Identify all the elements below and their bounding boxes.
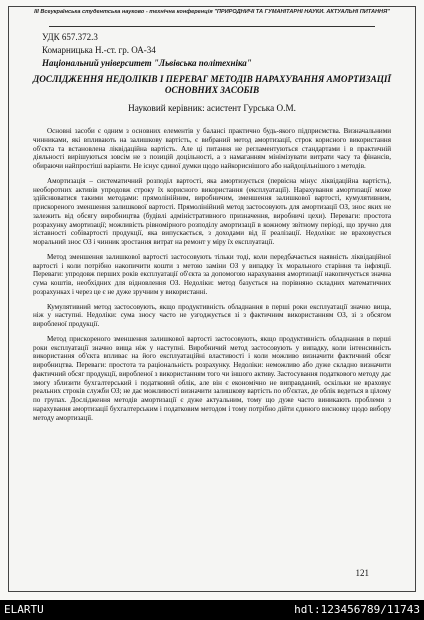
udc-code: УДК 657.372.3 xyxy=(42,32,98,42)
supervisor-line: Науковий керівник: асистент Гурська О.М. xyxy=(128,103,296,113)
repository-footer xyxy=(0,600,424,620)
institution-line: Національний університет "Львівська політехніка" xyxy=(42,58,252,68)
author-line: Комарницька Н.-ст. гр. ОА-34 xyxy=(42,45,156,55)
repository-name: ELARTU xyxy=(4,603,44,616)
page-number: 121 xyxy=(355,568,369,578)
page-frame xyxy=(8,6,416,592)
conference-header: III Всеукраїнська студентська науково - технічна конференція "ПРИРОДНИЧІ ТА ГУМАНІТАРНІ НАУКИ. АКТУАЛЬНІ ПИТАННЯ" xyxy=(34,9,390,15)
body-paragraph: Метод прискореного зменшення залишкової вартості застосовують, якщо продуктивність обладнання в перші роки експлуатації значно вища ніж у наступні. Виробничий метод застосовують у випадку, коли інтенсивність використання об'єкта впливає на його експлуатаційні властивості і коли можливо визначити фактичний обсяг виробництва. Переваги: простота та раціональність розрахунку. Недоліки: неможливо або дуже складно визначити фактичний обсяг продукції, виробленої з використанням того чи іншого активу. Застосування податкового методу дає змогу зблизити бухгалтерський і податковий облік, але він є економічно не виправданий, оскільки не враховує реальних строків служби ОЗ; не дає можливості визначити залишкову вартість по об'єктах, де облік ведеться в цілому по групах. Дослідження методів амортизації є дуже актуальним, тому що дуже часто виникають проблеми з нарахування амортизації бухгалтерським і податковим методом і тому потрібно дійти єдиного висновку щодо вибору методу амортизації. xyxy=(33,334,391,422)
body-paragraph: Основні засоби є одним з основних елементів у балансі практично будь-якого підприємства. Визначальними чинниками, які впливають на залишкову вартість, є вибраний метод амортизації, строк корисного використання об'єкта та встановлена ліквідаційна вартість. Але ці питання не регламентуються стандартами і в практичній діяльності вирішуються зовсім не з позицій доцільності, а з намаганням мінімізувати витрати часу та фінансів, обираючи найпростіші варіанти. Не існує єдиної думки щодо найкориснішого або найдоцільнішого з методів. xyxy=(33,127,391,170)
body-paragraph: Амортизація – систематичний розподіл вартості, яка амортизується (первісна мінус ліквідаційна вартість), необоротних активів упродовж строку їх корисного використання (експлуатації). Нарахування амортизації може здійснюватися такими методами: прямолінійним, виробничим, зменшення залишкової вартості, кумулятивним, прискореного зменшення залишкової вартості. Прямолінійний метод застосовують для амортизації ОЗ, знос яких не залежить від обсягу виробництва (будівлі адміністративного призначення, виробничі цехи). Переваги: простота розрахунку амортизації; можливість рівномірного розподілу амортизації в кожному звітному періоді, що зручно для зіставності собівартості продукції, яка випускається, з доходами від її реалізації. Недоліки: не враховується моральний знос ОЗ і чинник зростання витрат на ремонт у міру їх експлуатації. xyxy=(33,176,391,246)
body-paragraph: Метод зменшення залишкової вартості застосовують тільки тоді, коли передбачається наявність ліквідаційної вартості і коли потрібно накопичити кошти з метою заміни ОЗ у випадку їх морального старіння та інфляції. Переваги: упродовж перших років експлуатації об'єкта за допомогою нарахування амортизації накопичується значна сума коштів, необхідних для відновлення ОЗ. Недоліки: метод базується на порівняно складних математичних розрахунках і через це є не дуже зручним у використанні. xyxy=(33,252,391,296)
article-body xyxy=(33,127,391,428)
handle-identifier: hdl:123456789/11743 xyxy=(294,603,420,616)
body-paragraph: Кумулятивний метод застосовують, якщо продуктивність обладнання в перші роки експлуатації значно вища, ніж у наступні. Недоліки: сума зносу часто не узгоджується зі з фактичним використанням ОЗ, зі з обсягом виробленої продукції. xyxy=(33,302,391,328)
article-meta xyxy=(42,31,252,70)
header-divider xyxy=(49,26,375,27)
article-title: ДОСЛІДЖЕННЯ НЕДОЛІКІВ І ПЕРЕВАГ МЕТОДІВ НАРАХУВАННЯ АМОРТИЗАЦІЇ ОСНОВНИХ ЗАСОБІВ xyxy=(32,74,392,95)
